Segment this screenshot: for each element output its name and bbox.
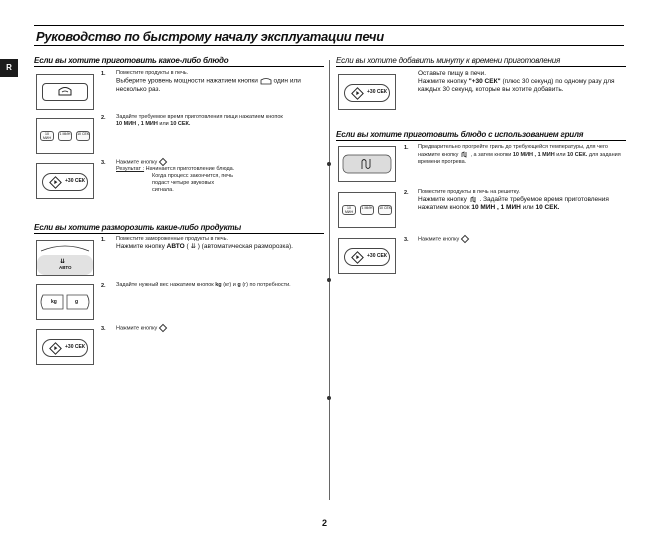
step-bold: 10 МИН , 1 МИН [471, 204, 521, 212]
step-text: Задайте требуемое время приготовления пищи нажатием кнопок [116, 114, 283, 120]
step-number: 3. [404, 237, 409, 243]
step-number: 1. [101, 71, 106, 77]
step-text: или [556, 151, 566, 158]
step-text: Предварительно прогрейте гриль до требующейся температуры, для чего нажмите кнопку [418, 144, 608, 158]
page-number: 2 [322, 518, 328, 528]
section-rule [336, 66, 626, 67]
start-button [344, 84, 390, 102]
defrost-step-3 [116, 325, 326, 332]
svg-text:⇊: ⇊ [60, 258, 66, 265]
step-bold: 10 СЕК. [170, 121, 191, 127]
g-label: g [75, 299, 79, 305]
start-label: +30 СЕК [65, 178, 85, 184]
divider-dot [327, 162, 331, 166]
step-text: Нажмите кнопку [418, 236, 460, 243]
start-label: +30 СЕК [65, 344, 85, 350]
step-text: , а затем кнопки [470, 151, 512, 158]
step-text: Поместите продукты в печь. [116, 70, 189, 76]
ten-min-button: 10 МИН [342, 205, 356, 215]
ten-sec-button: 10 СЕК [76, 131, 90, 141]
step-text: Поместите продукты в печь на решетку. [418, 189, 520, 195]
defrost-section-title: Если вы хотите разморозить какие-либо продукты [34, 223, 242, 232]
title-rule [34, 45, 624, 46]
start-label: +30 СЕК [367, 89, 387, 95]
step-number: 3. [101, 326, 106, 332]
step-text: . Задайте требуемое время приготовления нажатием кнопок [418, 196, 609, 212]
power-button-figure [36, 74, 94, 110]
step-text: Когда процесс закончится, печь подаст четыре звуковых сигнала. [152, 173, 233, 194]
kg-label: kg [51, 299, 57, 305]
start-icon [351, 87, 364, 100]
step-bold: АВТО [166, 243, 185, 250]
step-number: 2. [404, 190, 409, 196]
step-number: 3. [101, 160, 106, 166]
result-label: Результат : [116, 166, 145, 173]
step-text: (г) по потребности. [242, 282, 291, 288]
step-number: 1. [404, 145, 409, 151]
defrost-step-1 [116, 236, 326, 251]
step-text: или [522, 204, 534, 212]
auto-defrost-figure [36, 240, 94, 276]
time-buttons-figure [36, 118, 94, 154]
step-text: Нажмите кнопку [116, 159, 158, 166]
weight-buttons-figure [36, 284, 94, 320]
grill-icon [469, 196, 478, 203]
microwave-power-icon [260, 77, 272, 85]
step-number: 1. [101, 237, 106, 243]
divider-dot [327, 396, 331, 400]
grill-button-icon [339, 147, 395, 181]
defrost-step-2 [116, 282, 326, 289]
step-number: 2. [101, 283, 106, 289]
ten-min-button: 10 МИН [40, 131, 54, 141]
step-bold: g [237, 282, 241, 288]
page-title: Руководство по быстрому началу эксплуатации печи [36, 29, 384, 44]
cook-step-3 [116, 159, 326, 194]
start-button-figure [338, 238, 396, 274]
step-text: или [159, 121, 169, 127]
start-button [344, 248, 390, 266]
language-tab: R [0, 59, 18, 77]
step-text: Нажмите кнопку [116, 243, 165, 250]
grill-icon [460, 151, 469, 158]
add-minute-section-title: Если вы хотите добавить минуту к времени приготовления [336, 56, 561, 65]
start-button-figure [36, 329, 94, 365]
time-buttons-figure [338, 192, 396, 228]
step-text: Задайте нужный вес нажатием кнопок [116, 282, 214, 288]
step-bold: 10 СЕК. [567, 151, 588, 158]
step-bold: 10 СЕК. [535, 204, 560, 212]
one-min-button: 1 МИН [360, 205, 374, 215]
step-text: (автоматическая разморозка). [201, 243, 293, 250]
section-rule [336, 140, 626, 141]
step-bold: kg [215, 282, 222, 288]
step-text: Оставьте пищу в печи. [418, 70, 487, 77]
grill-step-2 [418, 189, 626, 212]
step-bold: "+30 СЕК" [468, 78, 501, 85]
start-label: +30 СЕК [367, 253, 387, 259]
grill-section-title: Если вы хотите приготовить блюдо с использованием гриля [336, 130, 584, 139]
top-rule [34, 25, 624, 26]
auto-label: АВТО [59, 265, 72, 270]
step-text: Начинается приготовление блюда. [145, 166, 235, 173]
step-text: ( ⇊ ) [186, 243, 200, 250]
section-rule [34, 66, 324, 67]
weight-buttons-icon [37, 285, 93, 319]
step-bold: 10 МИН , 1 МИН [116, 121, 158, 127]
start-icon [159, 324, 167, 332]
start-icon [461, 235, 469, 243]
start-icon [49, 176, 62, 189]
step-text: (кг) и [223, 282, 236, 288]
cook-section-title: Если вы хотите приготовить какое-либо блюдо [34, 56, 229, 65]
step-text: Выберите уровень мощности нажатием кнопки [116, 77, 258, 85]
ten-sec-button: 10 СЕК [378, 205, 392, 215]
start-button [42, 339, 88, 357]
microwave-power-icon [43, 84, 87, 100]
step-text: (плюс 30 секунд) по одному разу для каждых 30 секунд, которые вы хотите добавить. [418, 78, 615, 93]
step-text: Нажмите кнопку [116, 325, 158, 332]
start-button-figure [338, 74, 396, 110]
step-text: Нажмите кнопку [418, 78, 467, 85]
grill-step-3 [418, 236, 626, 243]
section-rule [34, 233, 324, 234]
start-icon [351, 251, 364, 264]
cook-step-1 [116, 70, 326, 94]
divider-dot [327, 278, 331, 282]
start-icon [49, 342, 62, 355]
start-icon [159, 158, 167, 166]
grill-button-figure [338, 146, 396, 182]
cook-step-2 [116, 114, 326, 128]
start-button-figure [36, 163, 94, 199]
step-text: для задания времени прогрева. [418, 151, 621, 165]
one-min-button: 1 МИН [58, 131, 72, 141]
power-level-button [42, 83, 88, 101]
grill-step-1 [418, 144, 626, 166]
start-button [42, 173, 88, 191]
add-minute-text [418, 70, 626, 94]
step-number: 2. [101, 115, 106, 121]
step-text: один или несколько раз. [116, 77, 301, 93]
step-text: Нажмите кнопку [418, 196, 467, 204]
step-text: Поместите замороженные продукты в печь. [116, 236, 229, 242]
step-bold: 10 МИН , 1 МИН [512, 151, 555, 158]
